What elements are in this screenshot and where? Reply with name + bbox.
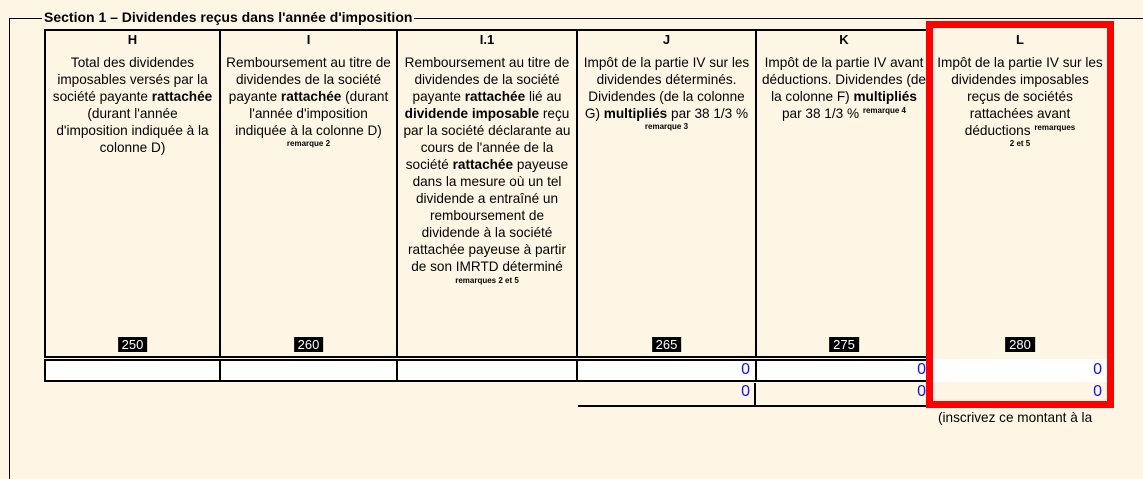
remark-note: remarques 2 et 5 [455,276,519,285]
input-j-row1[interactable]: 0 [576,359,757,382]
remark-note: remarque 4 [862,106,906,115]
input-k-row1[interactable]: 0 [755,359,933,382]
total-l: 0 [1093,383,1102,400]
column-i-header [219,29,398,358]
input-l-row1[interactable]: 0 [931,359,1109,382]
column-j-header [576,29,757,358]
total-j: 0 [741,383,750,400]
line-code-275: 275 [829,337,859,352]
line-code-250: 250 [118,337,148,352]
column-letter: L [1016,32,1024,47]
column-k-header [755,29,933,358]
total-k: 0 [917,383,926,400]
input-i1-row1[interactable] [396,359,578,382]
remark-note: remarque 3 [644,122,689,131]
column-k-description: Impôt de la partie IV avant déductions. Dividendes (de la colonne F) multipliés par 38 1/3 % $^{remarque 4}$ [762,55,926,121]
highlight-box [926,21,1114,408]
column-i1-header [396,29,578,358]
column-j-description: Impôt de la partie IV sur les dividendes déterminés. Dividendes (de la colonne G) multipliés par 38 1/3 % remarque 3 [583,55,750,131]
column-letter: J [662,32,671,47]
input-h-row1[interactable] [44,359,221,382]
column-letter: K [839,32,849,47]
column-i1-description: Remboursement au titre de dividendes de la société payante rattachée lié au dividende imposable reçu par la société déclarante au cours de l'année de la société rattachée payeuse dans la mesure où un tel dividende a entraîné un remboursement de dividende à la société rattachée payeuse à partir de son IMRTD déterminé $^{remarques 2 et 5}$ [403,55,571,285]
remark-note: remarques [1034,123,1076,132]
column-letter: H [127,32,138,47]
total-divider [754,383,756,405]
column-h-header [44,29,221,358]
input-i-row1[interactable] [219,359,398,382]
column-l-description: Impôt de la partie IV sur les dividendes imposables reçus de sociétés rattachées avant déductions $^{remarques}$ 2 et 5 [937,55,1103,148]
section-title: Section 1 – Dividendes reçus dans l'année d'imposition [44,9,413,25]
column-i-description: Remboursement au titre de dividendes de la société payante rattachée (durant l'année d'imposition indiquée à la colonne D) remarque 2 [226,55,391,148]
remark-note: 2 et 5 [1009,139,1031,148]
line-code-260: 260 [294,337,324,352]
instruction-note: (inscrivez ce montant à la [938,410,1093,425]
column-h-description: Total des dividendes imposables versés par la société payante rattachée (durant l'année d'imposition indiquée à la colonne D) [52,55,213,155]
column-letter: I.1 [479,32,495,47]
line-code-280: 280 [1005,337,1035,352]
line-code-265: 265 [652,337,682,352]
column-letter: I [306,32,311,47]
remark-note: remarque 2 [286,139,331,148]
